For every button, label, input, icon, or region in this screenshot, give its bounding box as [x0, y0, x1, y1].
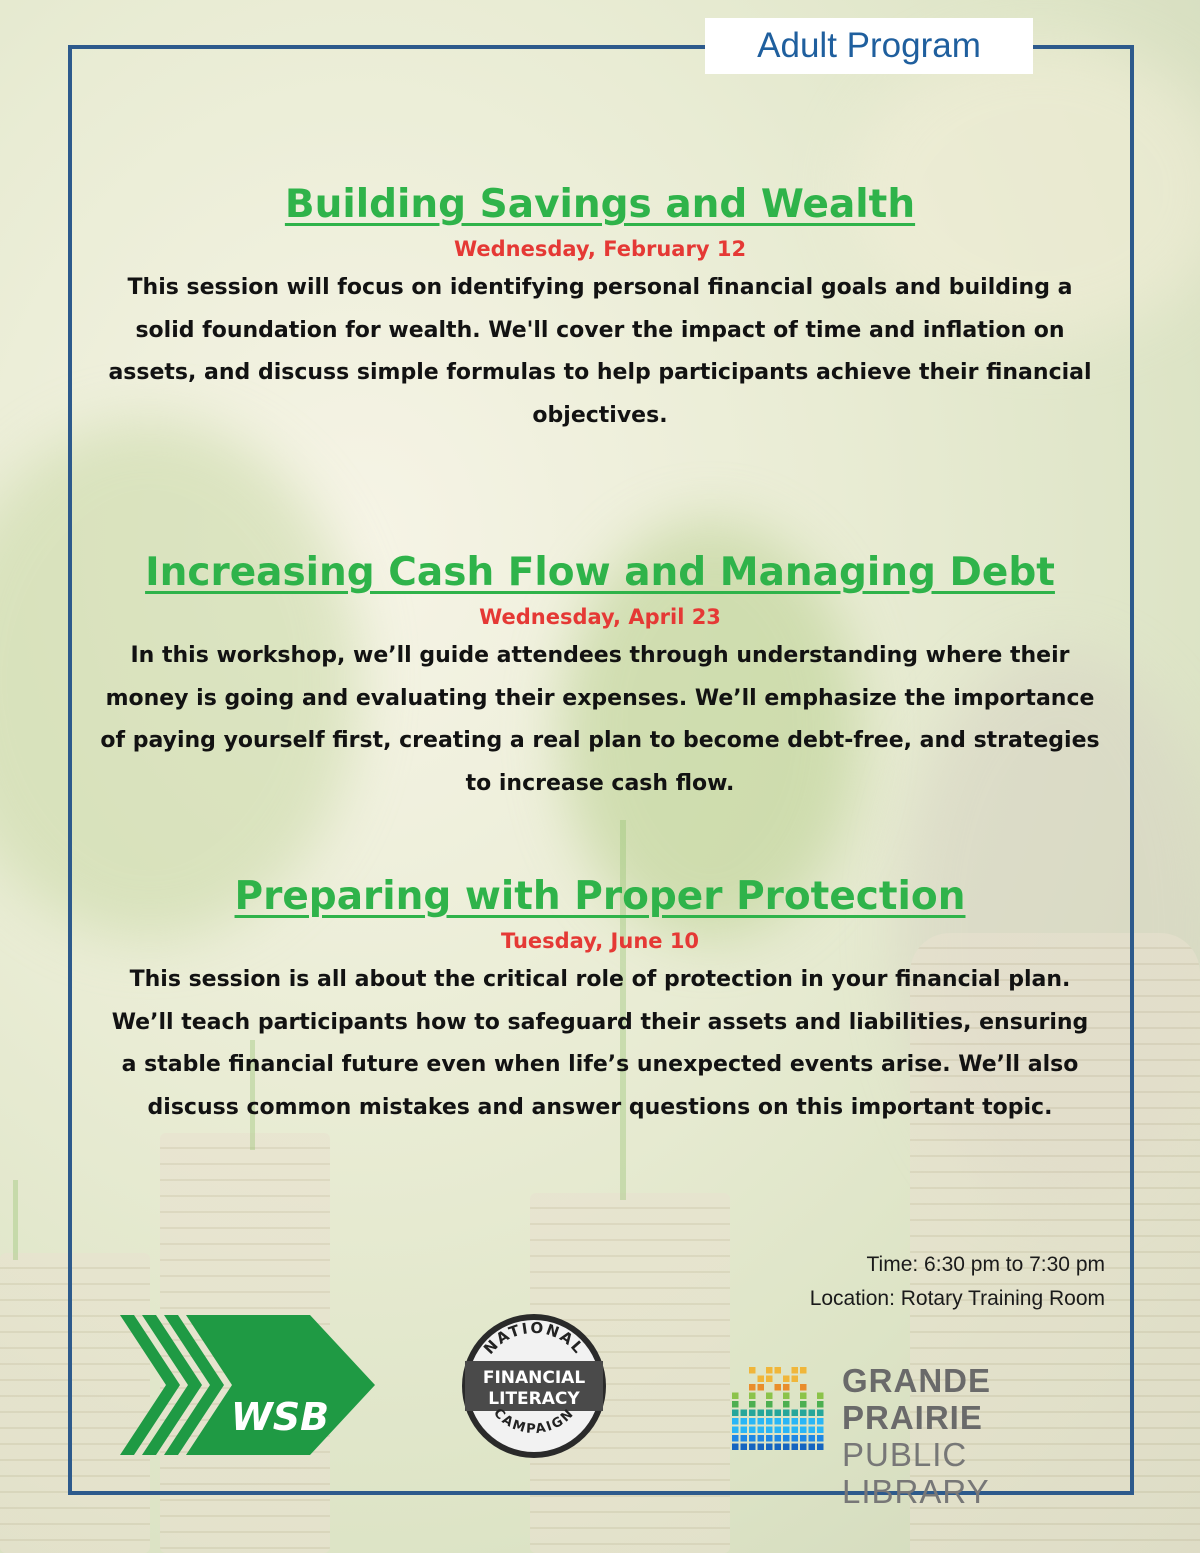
library-pixel	[809, 1418, 816, 1425]
program-tag: Adult Program	[705, 18, 1033, 74]
library-pixel	[817, 1401, 824, 1408]
library-pixel	[766, 1376, 773, 1383]
library-pixel	[732, 1418, 739, 1425]
library-pixel	[809, 1435, 816, 1442]
library-pixel	[800, 1367, 807, 1374]
session-2	[80, 549, 1120, 805]
library-pixel	[783, 1401, 790, 1408]
library-pixel	[800, 1427, 807, 1434]
library-pixel	[775, 1384, 782, 1391]
library-pixel	[783, 1444, 790, 1451]
library-pixel	[758, 1376, 765, 1383]
library-pixel	[741, 1435, 748, 1442]
library-pixel	[775, 1435, 782, 1442]
library-pixel	[775, 1410, 782, 1417]
library-pixel	[809, 1410, 816, 1417]
library-name-line-2: PUBLIC LIBRARY	[842, 1436, 990, 1510]
session-date: Wednesday, February 12	[453, 237, 747, 261]
event-time: Time: 6:30 pm to 7:30 pm	[866, 1253, 1105, 1276]
library-pixel	[783, 1384, 790, 1391]
library-pixel	[775, 1418, 782, 1425]
library-pixel	[741, 1418, 748, 1425]
library-pixel	[809, 1444, 816, 1451]
library-pixel	[817, 1410, 824, 1417]
nfl-campaign-logo	[459, 1311, 609, 1461]
library-pixel	[783, 1410, 790, 1417]
library-pixel	[732, 1435, 739, 1442]
library-pixel	[792, 1367, 799, 1374]
library-pixel	[766, 1410, 773, 1417]
library-pixel	[732, 1393, 739, 1400]
library-pixel	[732, 1427, 739, 1434]
library-pixel	[817, 1435, 824, 1442]
nfl-bottom-text: CAMPAIGN	[490, 1405, 578, 1438]
library-pixel	[758, 1410, 765, 1417]
library-pixel-mark-icon	[732, 1362, 832, 1462]
wsb-logo	[120, 1310, 375, 1460]
library-pixel	[758, 1418, 765, 1425]
library-pixel	[766, 1427, 773, 1434]
nfl-middle-text-1: FINANCIAL	[482, 1368, 586, 1388]
library-pixel	[800, 1418, 807, 1425]
library-pixel	[766, 1418, 773, 1425]
nfl-top-text: NATIONAL	[480, 1318, 589, 1358]
session-1	[80, 181, 1120, 437]
library-pixel	[732, 1401, 739, 1408]
library-pixel	[749, 1410, 756, 1417]
wsb-logo-text: WSB	[230, 1395, 330, 1439]
library-pixel	[783, 1376, 790, 1383]
library-name	[842, 1362, 1112, 1510]
library-pixel	[749, 1435, 756, 1442]
library-pixel	[817, 1444, 824, 1451]
library-pixel	[775, 1367, 782, 1374]
session-title: Preparing with Proper Protection	[234, 874, 966, 919]
library-pixel	[792, 1427, 799, 1434]
nfl-badge-icon	[459, 1311, 609, 1461]
library-pixel	[817, 1393, 824, 1400]
library-pixel	[800, 1384, 807, 1391]
library-pixel	[792, 1418, 799, 1425]
library-pixel	[775, 1444, 782, 1451]
library-pixel	[800, 1444, 807, 1451]
library-pixel	[766, 1444, 773, 1451]
event-location: Location: Rotary Training Room	[809, 1287, 1105, 1310]
event-info	[700, 1248, 1105, 1316]
library-pixel	[758, 1427, 765, 1434]
library-pixel	[758, 1444, 765, 1451]
library-pixel	[749, 1393, 756, 1400]
library-pixel	[741, 1410, 748, 1417]
library-pixel	[800, 1435, 807, 1442]
library-pixel	[766, 1435, 773, 1442]
library-pixel	[800, 1410, 807, 1417]
session-title: Increasing Cash Flow and Managing Debt	[145, 550, 1055, 595]
library-pixel	[749, 1444, 756, 1451]
session-title: Building Savings and Wealth	[284, 182, 916, 227]
library-pixel	[775, 1427, 782, 1434]
library-pixel	[749, 1384, 756, 1391]
library-pixel	[809, 1427, 816, 1434]
library-pixel	[749, 1401, 756, 1408]
library-pixel	[817, 1418, 824, 1425]
library-pixel	[792, 1444, 799, 1451]
library-pixel	[783, 1393, 790, 1400]
session-date: Wednesday, April 23	[479, 605, 721, 629]
library-pixel	[749, 1427, 756, 1434]
library-pixel	[792, 1376, 799, 1383]
library-pixel	[783, 1418, 790, 1425]
library-pixel	[766, 1393, 773, 1400]
wsb-chevron-icon	[120, 1310, 375, 1460]
library-pixel	[766, 1401, 773, 1408]
session-description: This session will focus on identifying personal financial goals and building a solid foundation for wealth. We'll cover the impact of time and inflation on assets, and discuss simple formulas to help participants achieve their financial objectives.	[108, 275, 1092, 428]
library-pixel	[732, 1444, 739, 1451]
library-pixel	[792, 1410, 799, 1417]
session-description: In this workshop, we’ll guide attendees through understanding where their money is going and evaluating their expenses. We’ll emphasize the importance of paying yourself first, creating a real plan to become debt-free, and strategies to increase cash flow.	[100, 643, 1100, 796]
session-date: Tuesday, June 10	[500, 929, 700, 953]
library-pixel	[783, 1427, 790, 1434]
library-pixel	[749, 1367, 756, 1374]
library-pixel	[800, 1393, 807, 1400]
library-pixel	[766, 1367, 773, 1374]
session-description: This session is all about the critical role of protection in your financial plan. We’ll teach participants how to safeguard their assets and liabilities, ensuring a stable financial future even when life’s unexpected events arise. We’ll also discuss common mistakes and answer questions on this important topic.	[111, 967, 1089, 1120]
nfl-middle-text-2: LITERACY	[488, 1389, 580, 1409]
library-pixel	[749, 1418, 756, 1425]
library-logo	[732, 1362, 1112, 1510]
library-pixel	[758, 1435, 765, 1442]
library-pixel	[783, 1435, 790, 1442]
library-pixel	[758, 1384, 765, 1391]
library-pixel	[741, 1427, 748, 1434]
library-pixel	[817, 1427, 824, 1434]
library-name-line-1: GRANDE PRAIRIE	[842, 1362, 992, 1436]
library-pixel	[792, 1435, 799, 1442]
session-3	[80, 873, 1120, 1129]
library-pixel	[800, 1401, 807, 1408]
library-pixel	[732, 1410, 739, 1417]
library-pixel	[741, 1444, 748, 1451]
